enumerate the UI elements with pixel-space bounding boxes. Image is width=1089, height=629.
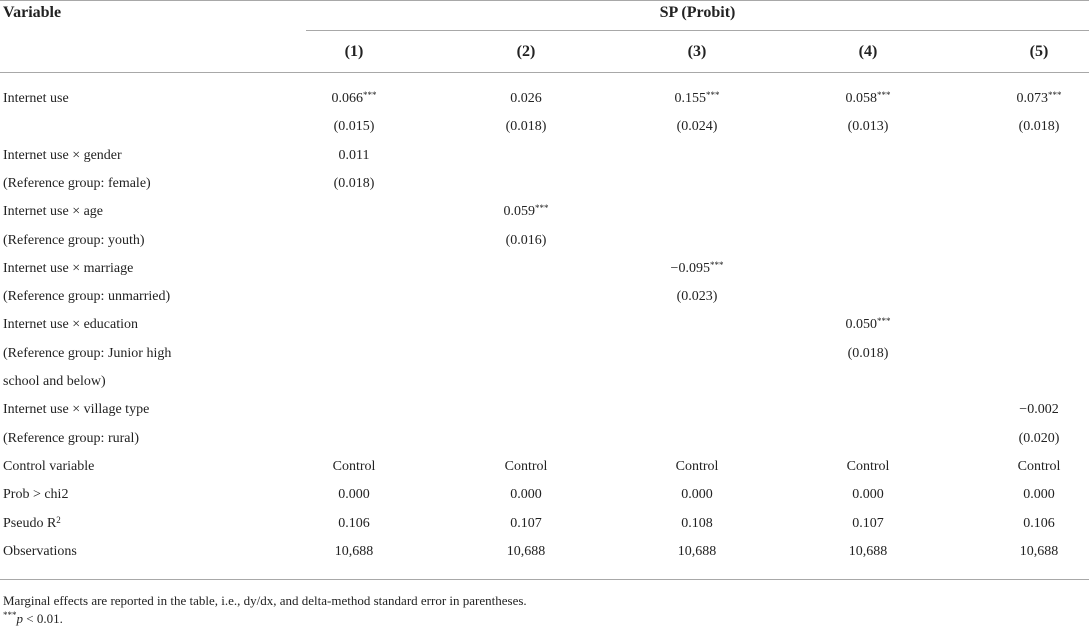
table-cell: 0.073***: [1016, 90, 1062, 106]
table-note: Marginal effects are reported in the table, i.e., dy/dx, and delta-method standard error in parentheses.: [3, 593, 527, 608]
table-row: [0, 285, 1089, 313]
table-cell: 10,688: [506, 543, 546, 559]
row-label: (Reference group: unmarried): [3, 289, 171, 305]
header-group: SP (Probit): [659, 4, 736, 21]
row-label: Prob > chi2: [3, 487, 69, 503]
row-label: school and below): [3, 374, 106, 389]
table-cell: (0.018): [847, 345, 889, 361]
table-cell: (0.018): [333, 175, 375, 191]
table-row: [0, 87, 1089, 115]
table-cell: (0.016): [505, 232, 547, 248]
table-cell: 0.106: [338, 515, 370, 531]
group-underline: [306, 30, 1089, 31]
row-label: Internet use × village type: [3, 402, 150, 418]
table-row: [0, 172, 1089, 200]
table-cell: (0.013): [847, 119, 889, 135]
row-label: Internet use × education: [3, 317, 139, 333]
column-header-4: (4): [858, 43, 878, 60]
table-cell: 0.108: [681, 515, 713, 531]
table-cell: (0.023): [676, 289, 718, 305]
table-row: [0, 483, 1089, 511]
table-cell: Control: [675, 458, 719, 474]
table-cell: 0.107: [852, 515, 884, 531]
table-row: [0, 398, 1089, 426]
row-label: (Reference group: female): [3, 175, 151, 191]
table-row: [0, 115, 1089, 143]
table-cell: Control: [1017, 458, 1061, 474]
table-cell: 0.011: [338, 147, 370, 163]
table-cell: 0.058***: [845, 90, 891, 106]
table-bottom-rule: [0, 579, 1089, 580]
table-row: [0, 427, 1089, 455]
table-cell: 0.155***: [674, 90, 720, 106]
table-cell: (0.018): [1018, 119, 1060, 135]
table-row: [0, 455, 1089, 483]
table-row: [0, 313, 1089, 341]
table-cell: 0.000: [1023, 487, 1055, 503]
row-label: Observations: [3, 543, 77, 559]
table-row: [0, 229, 1089, 257]
table-cell: 0.059***: [503, 203, 549, 220]
table-row: [0, 370, 1089, 398]
table-cell: (0.018): [505, 119, 547, 135]
table-cell: 0.026: [510, 91, 542, 106]
table-cell: 0.000: [681, 487, 713, 503]
column-header-1: (1): [344, 43, 364, 60]
table-cell: (0.024): [676, 119, 718, 135]
table-row: [0, 342, 1089, 370]
table-cell: 0.050***: [845, 316, 891, 333]
table-cell: 10,688: [1019, 543, 1059, 559]
table-cell: Control: [846, 458, 890, 474]
row-label: Internet use × marriage: [3, 260, 134, 276]
table-cell: 0.000: [852, 487, 884, 503]
table-cell: Control: [332, 458, 376, 474]
p-threshold: < 0.01.: [23, 611, 63, 626]
row-label: Pseudo $R^2$: [3, 514, 61, 531]
table-row: [0, 512, 1089, 540]
table-row: [0, 540, 1089, 568]
table-cell: 10,688: [848, 543, 888, 559]
row-label: (Reference group: rural): [3, 430, 140, 446]
p-symbol: p: [16, 611, 23, 626]
significance-note: [3, 611, 63, 627]
row-label: (Reference group: youth): [3, 232, 145, 248]
significance-stars: ***: [3, 610, 17, 620]
table-cell: 0.107: [510, 515, 542, 531]
column-header-2: (2): [516, 43, 536, 60]
row-label: Internet use: [3, 91, 69, 106]
table-cell: (0.020): [1018, 430, 1060, 446]
table-top-rule: [0, 0, 1089, 1]
table-cell: 0.000: [510, 487, 542, 503]
column-header-3: (3): [687, 43, 707, 60]
table-cell: 10,688: [334, 543, 374, 559]
column-header-5: (5): [1029, 43, 1049, 60]
row-label: Internet use × age: [3, 204, 104, 220]
table-cell: 0.066***: [331, 90, 377, 106]
table-cell: 10,688: [677, 543, 717, 559]
table-row: [0, 257, 1089, 285]
table-cell: (0.015): [333, 119, 375, 135]
table-row: [0, 200, 1089, 228]
table-cell: −0.002: [1019, 402, 1059, 418]
table-row: [0, 144, 1089, 172]
table-cell: 0.106: [1023, 515, 1055, 531]
row-label: (Reference group: Junior high: [3, 345, 172, 361]
row-label: Control variable: [3, 458, 95, 474]
table-cell: 0.000: [338, 487, 370, 503]
table-cell: −0.095***: [670, 259, 724, 276]
header-variable: Variable: [3, 4, 62, 21]
table-cell: Control: [504, 458, 548, 474]
header-rule: [0, 72, 1089, 73]
row-label: Internet use × gender: [3, 147, 122, 163]
